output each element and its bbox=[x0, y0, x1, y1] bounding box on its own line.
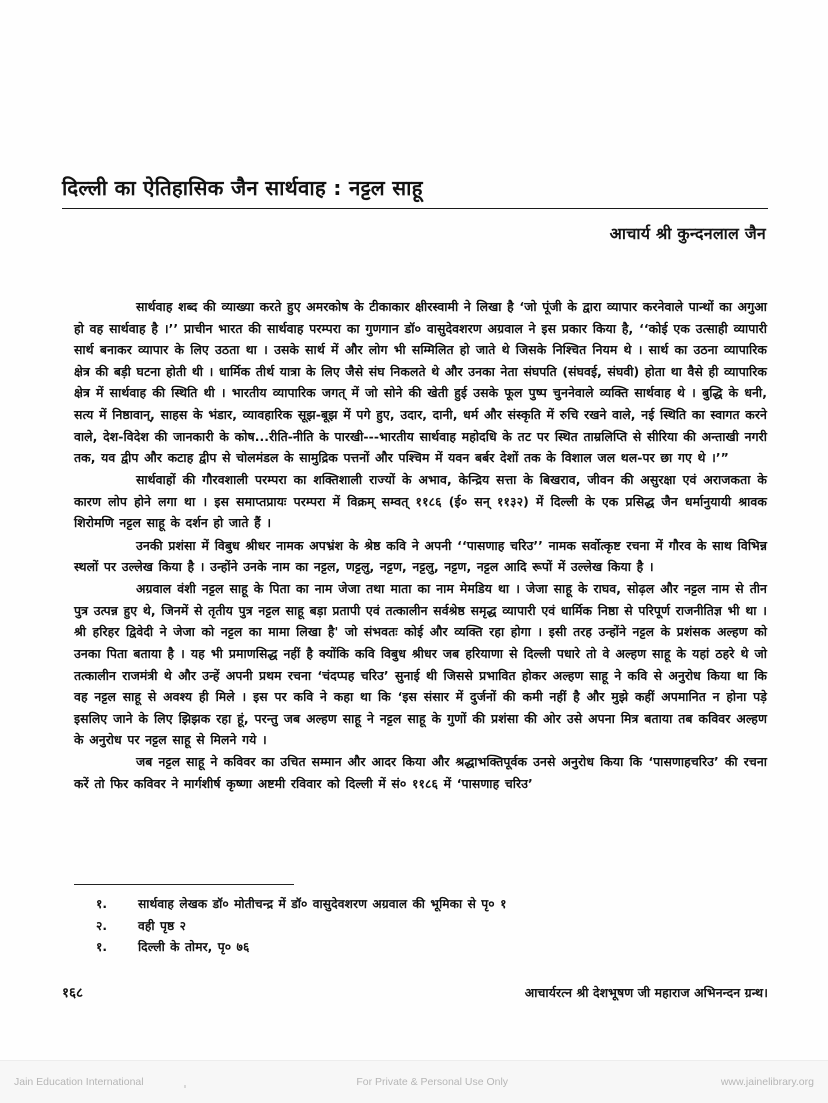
footnote-divider bbox=[74, 884, 294, 885]
library-footer-bar bbox=[0, 1060, 828, 1103]
footnote-text: वही पृष्ठ २ bbox=[138, 918, 187, 933]
page-footer bbox=[62, 983, 768, 1001]
author-byline: आचार्य श्री कुन्दनलाल जैन bbox=[609, 223, 766, 243]
footnote-marker: २. bbox=[96, 918, 107, 933]
footnote-item bbox=[74, 916, 767, 938]
article-body bbox=[74, 296, 767, 795]
footnote-marker: १. bbox=[96, 940, 107, 954]
page-number: १६८ bbox=[62, 985, 84, 1001]
body-paragraph: अग्रवाल वंशी नट्टल साहू के पिता का नाम जेजा तथा माता का नाम मेमडिय था । जेजा साहू के राघव, सोढ़ल और नट्टल नाम से तीन पुत्र उत्पन्न हुए थे, जिनमें से तृतीय पुत्र नट्टल साहू बड़ा प्रतापी एवं तत्कालीन सर्वश्रेष्ठ समृद्ध व्यापारी एवं धार्मिक निष्ठा से परिपूर्ण राजनीतिज्ञ भी था । श्री हरिहर द्विवेदी ने जेजा को नट्टल का मामा लिखा है' जो संभवतः कोई और व्यक्ति रहा होगा । इसी तरह उन्होंने नट्टल के प्रशंसक अल्हण को उनका पिता बताया है । यह भी प्रमाणसिद्ध नहीं है क्योंकि कवि विबुध श्रीधर जब हरियाणा से दिल्ली पधारे तो वे अल्हण साहू के यहां ठहरे थे जो तत्कालीन राजमंत्री थे और उन्हें अपनी प्रथम रचना ‘चंदप्पह चरिउ’ सुनाई थी जिससे प्रभावित होकर अल्हण साहू ने कवि से अनुरोध किया था कि वह नट्टल साहू से अवश्य ही मिले । इस पर कवि ने कहा था कि ‘इस संसार में दुर्जनों की कमी नहीं है और मुझे कहीं अपमानित न होना पड़े इसलिए जाने के लिए झिझक रहा हूं, परन्तु जब अल्हण साहू ने नट्टल साहू के गुणों की प्रशंसा की ओर उसे अपना मित्र बताया तब कविवर अल्हण के अनुरोध पर नट्टल साहू से मिलने गये । bbox=[74, 581, 767, 748]
page-title: दिल्ली का ऐतिहासिक जैन सार्थवाह : नट्टल साहू bbox=[62, 176, 423, 200]
title-divider bbox=[62, 208, 768, 209]
library-org-label: Jain Education International bbox=[14, 1076, 144, 1088]
footnote-item bbox=[74, 894, 767, 916]
footnote-text: सार्थवाह लेखक डॉ० मोतीचन्द्र में डॉ० वासुदेवशरण अग्रवाल की भूमिका से पृ० १ bbox=[138, 897, 507, 911]
body-paragraph: उनकी प्रशंसा में विबुध श्रीधर नामक अपभ्रंश के श्रेष्ठ कवि ने अपनी ‘‘पासणाह चरिउ’’ नामक सर्वोत्कृष्ट रचना में गौरव के साथ विभिन्न स्थलों पर उल्लेख किया है । उन्होंने उनके नाम का नट्टल, णट्टलु, नट्टण, नट्टलु, नट्टण, नट्टल आदि रूपों में उल्लेख किया है । bbox=[74, 537, 767, 575]
library-usage-notice: For Private & Personal Use Only bbox=[356, 1076, 509, 1088]
footnote-block bbox=[74, 884, 767, 959]
running-title: आचार्यरत्न श्री देशभूषण जी महाराज अभिनन्दन ग्रन्थ। bbox=[524, 985, 768, 1000]
library-website-label[interactable]: www.jainelibrary.org bbox=[720, 1076, 814, 1088]
footnote-text: दिल्ली के तोमर, पृ० ७६ bbox=[138, 940, 250, 954]
body-paragraph: सार्थवाह शब्द की व्याख्या करते हुए अमरकोष के टीकाकार क्षीरस्वामी ने लिखा है ‘जो पूंजी के द्वारा व्यापार करनेवाले पान्थों का अगुआ हो वह सार्थवाह है ।’’ प्राचीन भारत की सार्थवाह परम्परा का गुणगान डॉ० वासुदेवशरण अग्रवाल ने इस प्रकार किया है, ‘‘कोई एक उत्साही व्यापारी सार्थ बनाकर व्यापार के लिए उठता था । उसके सार्थ में और लोग भी सम्मिलित हो जाते थे जिसके निश्चित नियम थे । सार्थ का उठना व्यापारिक क्षेत्र की बड़ी घटना होती थी । धार्मिक तीर्थ यात्रा के लिए जैसे संघ निकलते थे और उनका नेता संघपति (संघवई, संघवी) होता था वैसे ही व्यापारिक क्षेत्र में सार्थवाह की स्थिति थी । भारतीय व्यापारिक जगत् में जो सोने की खेती हुई उसके फूल पुष्प चुननेवाले व्यक्ति सार्थवाह थे । बुद्धि के धनी, सत्य में निष्ठावान्, साहस के भंडार, व्यावहारिक सूझ-बूझ में पगे हुए, उदार, दानी, धर्म और संस्कृति में रुचि रखने वाले, नई स्थिति का स्वागत करने वाले, देश-विदेश की जानकारी के कोष...रीति-नीति के पारखी---भारतीय सार्थवाह महोदधि के तट पर स्थित ताम्रलिप्ति से सीरिया की अन्ताखी नगरी तक, यव द्वीप और कटाह द्वीप से चोलमंडल के सामुद्रिक पत्तनों और पश्चिम में यवन बर्बर देशों तक के विशाल जल थल-पर छा गए थे ।’” bbox=[74, 299, 767, 466]
body-paragraph: सार्थवाहों की गौरवशाली परम्परा का शक्तिशाली राज्यों के अभाव, केन्द्रिय सत्ता के बिखराव, जीवन की असुरक्षा एवं अराजकता के कारण लोप होने लगा था । इस समाप्तप्रायः परम्परा में विक्रम् सम्वत् ११८६ (ई० सन् ११३२) में दिल्ली के एक प्रसिद्ध जैन धर्मानुयायी श्रावक शिरोमणि नट्टल साहू के दर्शन हो जाते हैं । bbox=[74, 472, 767, 531]
scan-speck bbox=[184, 1085, 186, 1088]
footnote-marker: १. bbox=[96, 897, 107, 911]
title-block bbox=[62, 176, 768, 244]
body-paragraph: जब नट्टल साहू ने कविवर का उचित सम्मान और आदर किया और श्रद्धाभक्तिपूर्वक उनसे अनुरोध किया कि ‘पासणाहचरिउ’ की रचना करें तो फिर कविवर ने मार्गशीर्ष कृष्णा अष्टमी रविवार को दिल्ली में सं० ११८६ में ‘पासणाह चरिउ’ bbox=[74, 754, 767, 792]
footnote-item bbox=[74, 937, 767, 959]
